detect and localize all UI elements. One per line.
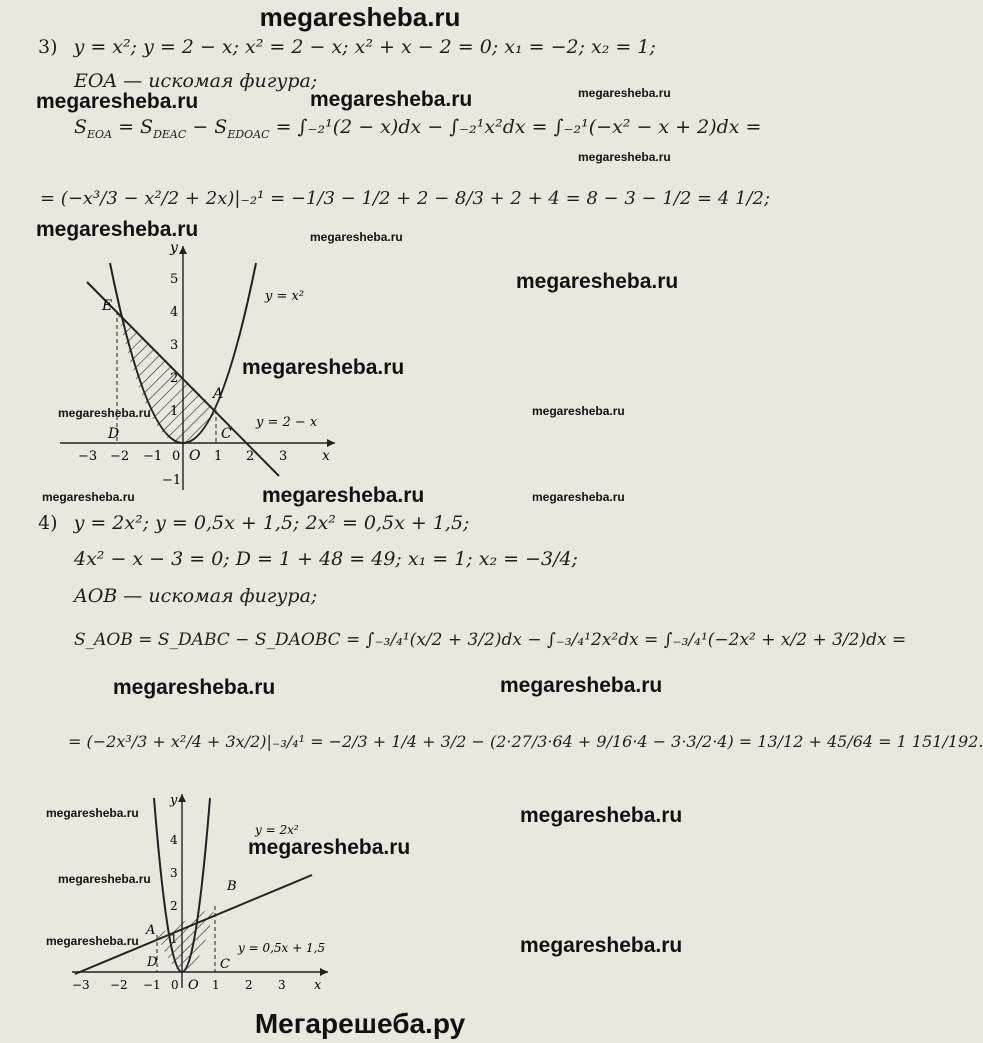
watermark: megaresheba.ru — [310, 88, 473, 111]
watermark: megaresheba.ru — [520, 804, 683, 827]
footer-site: Мегарешеба.ру — [254, 1008, 466, 1039]
x-tick: −3 — [72, 978, 90, 992]
watermark: megaresheba.ru — [262, 484, 425, 507]
x-tick: −1 — [143, 449, 163, 464]
point-a: A — [213, 386, 224, 402]
x-arrow-icon — [320, 968, 328, 976]
x-tick: 3 — [278, 978, 286, 992]
x-tick: 2 — [246, 449, 255, 464]
y-tick: 3 — [170, 866, 178, 880]
point-b: B — [227, 879, 237, 894]
x-tick: 1 — [212, 978, 220, 992]
watermark: megaresheba.ru — [36, 90, 199, 113]
watermark: megaresheba.ru — [46, 934, 139, 948]
watermark: megaresheba.ru — [242, 356, 405, 379]
x-tick: 2 — [245, 978, 253, 992]
watermark: megaresheba.ru — [516, 270, 679, 293]
y-axis-label: y — [170, 240, 178, 256]
point-a: A — [146, 923, 156, 938]
y-tick: 1 — [170, 932, 178, 946]
area-symbol: S — [74, 116, 88, 138]
watermark: megaresheba.ru — [58, 872, 151, 886]
problem3-figure-text: EOA — искомая фигура; — [74, 70, 318, 92]
point-d: D — [108, 426, 120, 442]
x-tick: −2 — [110, 978, 128, 992]
point-o: O — [188, 978, 199, 993]
y-tick: −1 — [162, 473, 182, 488]
x-tick: 0 — [171, 978, 179, 992]
x-ticks — [72, 978, 286, 992]
watermark: megaresheba.ru — [46, 806, 139, 820]
y-tick: 3 — [170, 338, 179, 353]
problem4-area-formula: S_AOB = S_DABC − S_DAOBC = ∫₋₃/₄¹(x/2 + 3/2)dx − ∫₋₃/₄¹2x²dx = ∫₋₃/₄¹(−2x² + x/2 + 3/2)dx = — [74, 630, 907, 650]
area-subscript: EOA — [87, 127, 113, 141]
y-tick: 2 — [170, 899, 178, 913]
problem3-computation: = (−x³/3 − x²/2 + 2x)|₋₂¹ = −1/3 − 1/2 + 2 − 8/3 + 2 + 4 = 8 − 3 − 1/2 = 4 1/2; — [40, 188, 771, 209]
area-integrals: = ∫₋₂¹(2 − x)dx − ∫₋₂¹x²dx = ∫₋₂¹(−x² − x + 2)dx = — [275, 116, 762, 138]
line-label: y = 2 − x — [256, 415, 318, 430]
watermark: megaresheba.ru — [113, 676, 276, 699]
problem4-number: 4) — [38, 512, 58, 534]
y-tick: 4 — [170, 305, 179, 320]
point-e: E — [102, 298, 113, 314]
y-arrow-icon — [178, 794, 186, 802]
x-tick: −1 — [143, 978, 161, 992]
area-subscript-2: DEAC — [153, 127, 187, 141]
x-tick: 0 — [172, 449, 181, 464]
y-tick: 5 — [170, 272, 179, 287]
watermark: megaresheba.ru — [578, 150, 671, 164]
hatched-region — [117, 311, 216, 443]
point-d: D — [147, 955, 158, 970]
area-minus: − S — [192, 116, 228, 138]
area-subscript-3: EDOAC — [227, 127, 270, 141]
watermark: megaresheba.ru — [578, 86, 671, 100]
x-tick: 3 — [279, 449, 288, 464]
x-tick: −2 — [110, 449, 130, 464]
y-tick: 4 — [170, 833, 178, 847]
area-eq: = S — [118, 116, 154, 138]
problem3-equations: y = x²; y = 2 − x; x² = 2 − x; x² + x − 2 = 0; x₁ = −2; x₂ = 1; — [73, 36, 656, 58]
watermark: megaresheba.ru — [520, 934, 683, 957]
parabola-label: y = x² — [265, 289, 305, 304]
problem4-figure-text: AOB — искомая фигура; — [74, 585, 318, 607]
watermark: megaresheba.ru — [42, 490, 135, 504]
watermark: megaresheba.ru — [58, 406, 151, 420]
x-tick: −3 — [78, 449, 98, 464]
y-axis-label: y — [170, 793, 178, 808]
watermark: megaresheba.ru — [532, 404, 625, 418]
watermark: megaresheba.ru — [248, 836, 411, 859]
problem4-line1 — [38, 512, 469, 534]
watermark: megaresheba.ru — [36, 218, 199, 241]
problem4-computation: = (−2x³/3 + x²/4 + 3x/2)|₋₃/₄¹ = −2/3 + 1/4 + 3/2 − (2·27/3·64 + 9/16·4 − 3·3/2·4) = 13/12 + 45/64 = 1 151/192. — [68, 732, 983, 751]
watermark: megaresheba.ru — [532, 490, 625, 504]
watermark: megaresheba.ru — [500, 674, 663, 697]
line-label: y = 0,5x + 1,5 — [238, 941, 326, 955]
problem4-equations: y = 2x²; y = 0,5x + 1,5; 2x² = 0,5x + 1,5; — [73, 512, 470, 534]
x-tick: 1 — [214, 449, 223, 464]
problem3-area-formula — [74, 116, 761, 141]
x-arrow-icon — [327, 439, 335, 447]
header-site: megaresheba.ru — [259, 2, 461, 32]
problem4-quadratic: 4x² − x − 3 = 0; D = 1 + 48 = 49; x₁ = 1; x₂ = −3/4; — [74, 548, 578, 570]
x-axis-label: x — [314, 978, 322, 993]
point-c: C — [220, 957, 230, 972]
x-axis-label: x — [322, 448, 330, 464]
watermark: megaresheba.ru — [310, 230, 403, 244]
point-c: C — [221, 426, 232, 442]
parabola-label: y = 2x² — [255, 823, 299, 837]
problem3-line1 — [38, 36, 656, 58]
point-o: O — [189, 448, 201, 464]
problem3-number: 3) — [38, 36, 58, 58]
y-arrow-icon — [179, 246, 187, 254]
y-tick: 1 — [170, 404, 179, 419]
y-tick: 2 — [170, 371, 179, 386]
